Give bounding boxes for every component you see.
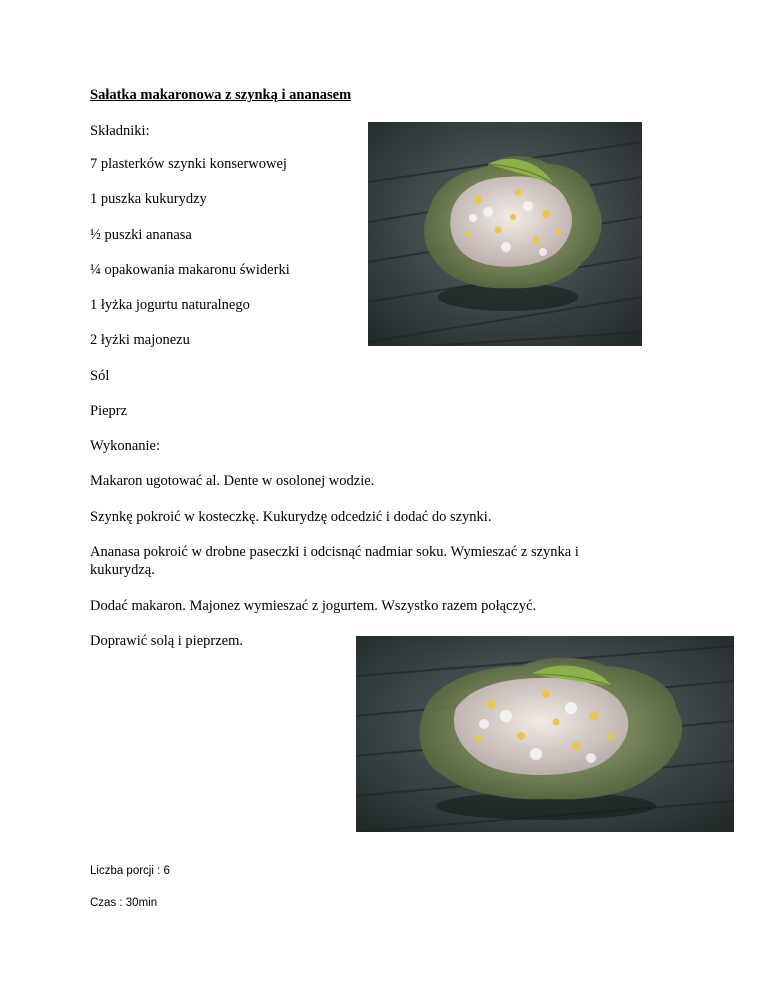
salad-photo-1 [368, 122, 642, 346]
ingredients-label: Składniki: [90, 123, 150, 139]
ingredient-item: 7 plasterków szynki konserwowej [90, 156, 287, 172]
servings-text: Liczba porcji : 6 [90, 865, 170, 877]
ingredient-item: ½ puszki ananasa [90, 227, 192, 243]
salad-bowl-image [368, 122, 642, 346]
recipe-title: Sałatka makaronowa z szynką i ananasem [90, 87, 352, 103]
method-step: Ananasa pokroić w drobne paseczki i odcisnąć nadmiar soku. Wymieszać z szynka i kukurydzą. [90, 544, 579, 578]
method-label: Wykonanie: [90, 438, 160, 454]
method-step: Dodać makaron. Majonez wymieszać z jogurtem. Wszystko razem połączyć. [90, 598, 537, 614]
salad-photo-2 [356, 636, 734, 832]
time-text: Czas : 30min [90, 897, 158, 909]
ingredient-item: 1 łyżka jogurtu naturalnego [90, 297, 250, 313]
salad-bowl-image [356, 636, 734, 832]
method-step: Szynkę pokroić w kosteczkę. Kukurydzę odcedzić i dodać do szynki. [90, 509, 492, 525]
method-step: Doprawić solą i pieprzem. [90, 633, 244, 649]
ingredient-item: 1 puszka kukurydzy [90, 191, 207, 207]
ingredient-item: ¼ opakowania makaronu świderki [90, 262, 290, 278]
ingredient-item: Sól [90, 368, 110, 384]
ingredient-item: Pieprz [90, 403, 128, 419]
ingredient-item: 2 łyżki majonezu [90, 332, 190, 348]
method-step: Makaron ugotować al. Dente w osolonej wodzie. [90, 473, 375, 489]
